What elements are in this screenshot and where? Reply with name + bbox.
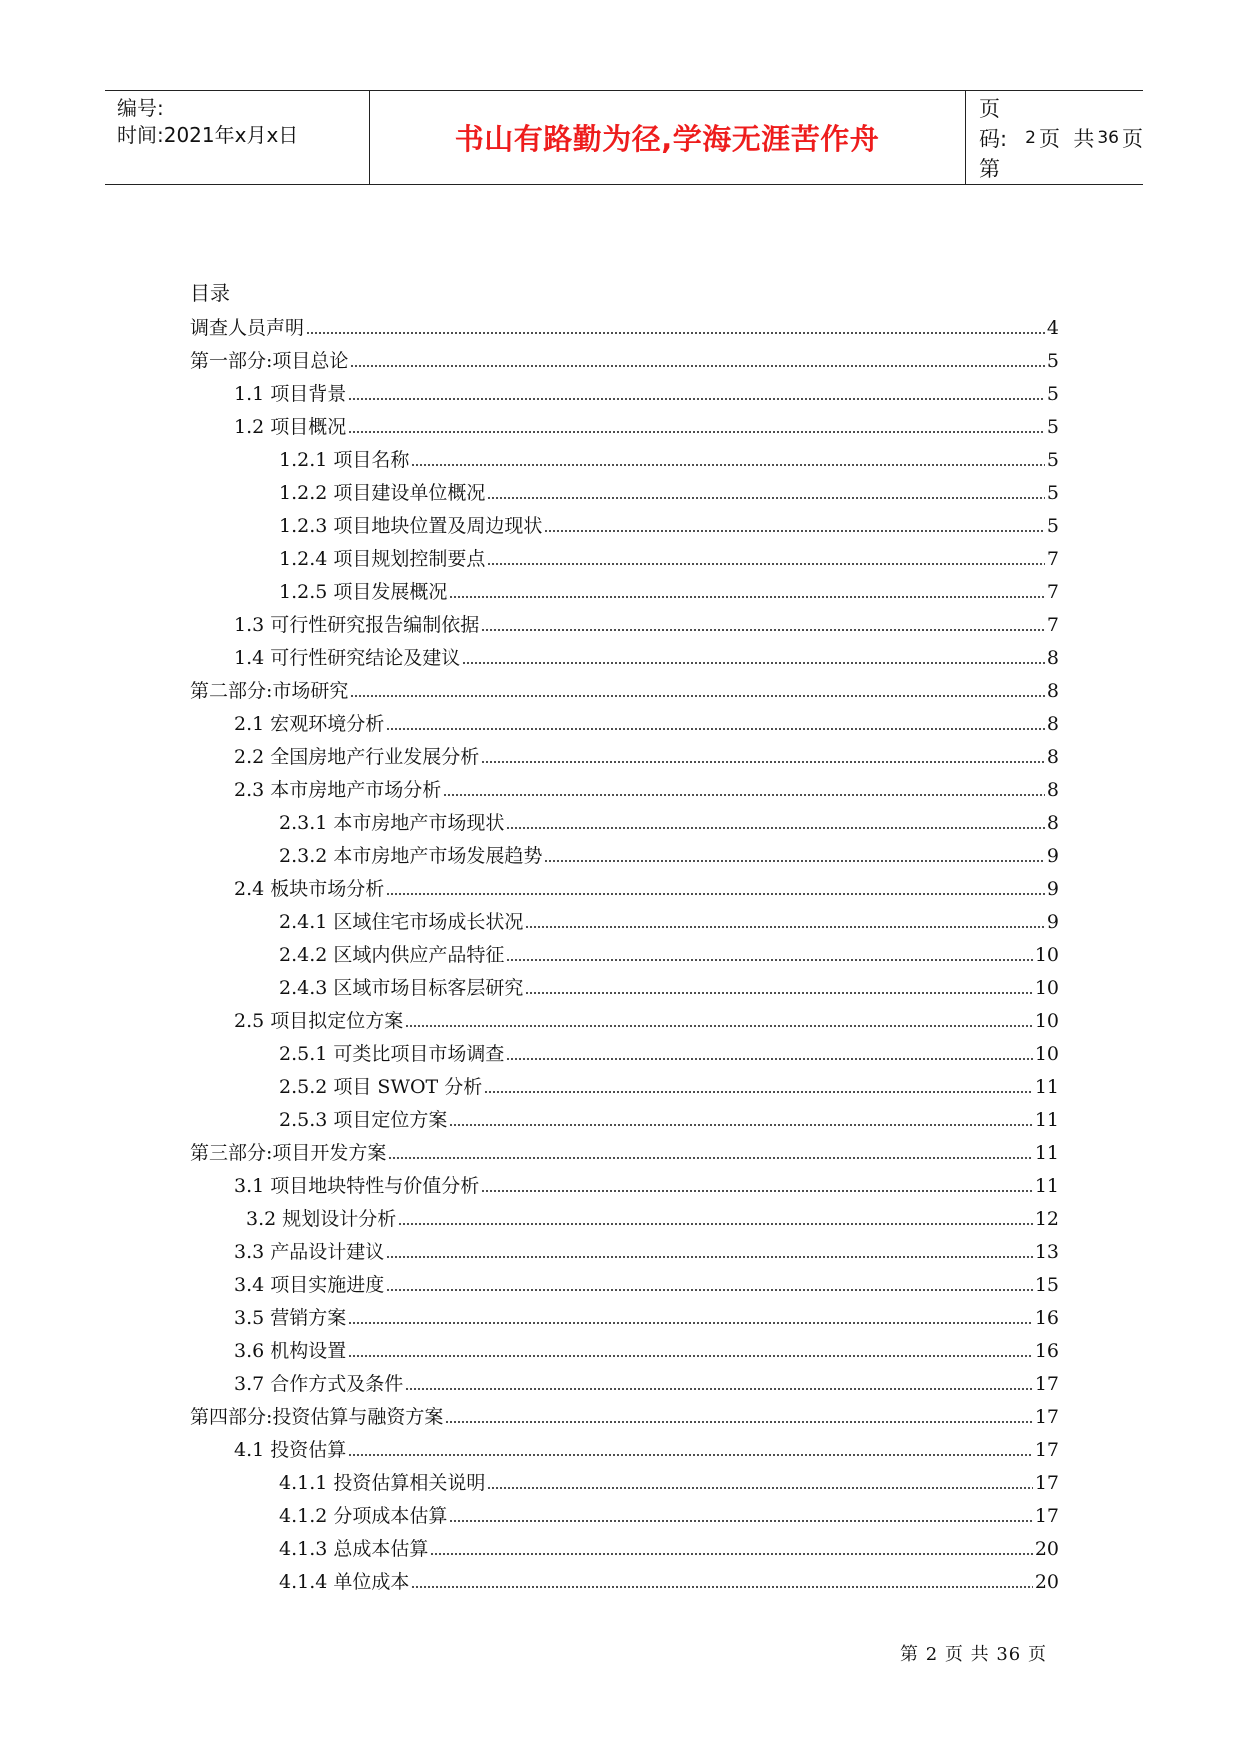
toc-entry-title: 2.4.2 区域内供应产品特征 (279, 944, 505, 966)
header-page-info (965, 91, 1143, 184)
toc-entry-title: 1.2.4 项目规划控制要点 (279, 548, 486, 570)
toc-entry[interactable] (190, 707, 1059, 740)
toc-entry[interactable] (190, 377, 1059, 410)
document-number-label: 编号: (117, 96, 164, 120)
toc-dot-leader (350, 363, 1045, 369)
toc-entry-page: 8 (1046, 713, 1059, 735)
toc-entry[interactable] (190, 1499, 1059, 1532)
toc-dot-leader (405, 1023, 1033, 1029)
toc-dot-leader (348, 1452, 1033, 1458)
toc-entry[interactable] (190, 608, 1059, 641)
toc-entry[interactable] (190, 410, 1059, 443)
toc-entry-page: 12 (1034, 1208, 1059, 1230)
toc-entry[interactable] (190, 1367, 1059, 1400)
toc-dot-leader (348, 396, 1045, 402)
toc-entry-title: 2.4.3 区域市场目标客层研究 (279, 977, 524, 999)
toc-entry-title: 1.2.3 项目地块位置及周边现状 (279, 515, 543, 537)
toc-entry-page: 5 (1046, 515, 1059, 537)
toc-entry-page: 20 (1034, 1538, 1059, 1560)
page-header (105, 90, 1143, 185)
toc-entry-title: 2.3.1 本市房地产市场现状 (279, 812, 505, 834)
toc-dot-leader (506, 957, 1032, 963)
toc-entry-page: 13 (1034, 1241, 1059, 1263)
toc-entry-title: 3.1 项目地块特性与价值分析 (234, 1175, 480, 1197)
toc-entry[interactable] (190, 311, 1059, 344)
toc-entry-page: 10 (1034, 944, 1059, 966)
toc-entry-page: 16 (1034, 1340, 1059, 1362)
toc-entry[interactable] (190, 839, 1059, 872)
toc-dot-leader (525, 990, 1032, 996)
toc-dot-leader (449, 1518, 1032, 1524)
toc-entry[interactable] (190, 806, 1059, 839)
toc-entry[interactable] (190, 476, 1059, 509)
toc-entry-page: 9 (1046, 878, 1059, 900)
toc-entry-title: 4.1.4 单位成本 (279, 1571, 410, 1593)
toc-entry-title: 1.1 项目背景 (234, 383, 347, 405)
toc-entry-title: 2.1 宏观环境分析 (234, 713, 385, 735)
toc-entry[interactable] (190, 773, 1059, 806)
toc-entry[interactable] (190, 905, 1059, 938)
toc-entry-page: 17 (1034, 1472, 1059, 1494)
toc-entry-title: 1.2.5 项目发展概况 (279, 581, 448, 603)
page-mid: 页 共 (1039, 126, 1095, 151)
page-total: 36 (1097, 127, 1119, 148)
page-current: 2 (1025, 127, 1036, 148)
toc-entry-title: 3.6 机构设置 (234, 1340, 347, 1362)
toc-entry[interactable] (190, 971, 1059, 1004)
toc-entry-page: 17 (1034, 1505, 1059, 1527)
toc-entry-page: 9 (1046, 911, 1059, 933)
toc-dot-leader (388, 1155, 1032, 1161)
header-motto: 书山有路勤为径,学海无涯苦作舟 (454, 122, 880, 156)
toc-entry-title: 2.2 全国房地产行业发展分析 (234, 746, 480, 768)
toc-entry-page: 10 (1034, 1043, 1059, 1065)
toc-entry-page: 17 (1034, 1373, 1059, 1395)
toc-entry-title: 1.2.2 项目建设单位概况 (279, 482, 486, 504)
toc-entry-title: 4.1.1 投资估算相关说明 (279, 1472, 486, 1494)
toc-dot-leader (481, 1188, 1033, 1194)
toc-dot-leader (525, 924, 1045, 930)
toc-entry[interactable] (190, 1565, 1059, 1598)
toc-entry-page: 11 (1034, 1175, 1059, 1197)
toc-entry[interactable] (190, 740, 1059, 773)
toc-entry-title: 2.5 项目拟定位方案 (234, 1010, 404, 1032)
toc-entry[interactable] (190, 575, 1059, 608)
toc-entry[interactable] (190, 1268, 1059, 1301)
toc-entry-page: 8 (1046, 812, 1059, 834)
toc-dot-leader (449, 1122, 1032, 1128)
toc-entry-title: 第四部分:投资估算与融资方案 (190, 1406, 444, 1428)
toc-dot-leader (386, 1254, 1033, 1260)
toc-entry-page: 11 (1034, 1142, 1059, 1164)
toc-entry-title: 2.4 板块市场分析 (234, 878, 385, 900)
toc-entry-page: 5 (1046, 482, 1059, 504)
toc-dot-leader (462, 660, 1045, 666)
toc-entry-page: 7 (1046, 581, 1059, 603)
toc-dot-leader (386, 891, 1045, 897)
page-suffix: 页 (1122, 126, 1143, 151)
table-of-contents (190, 278, 1059, 1598)
toc-dot-leader (544, 858, 1045, 864)
toc-entry[interactable] (190, 542, 1059, 575)
toc-entry[interactable] (190, 1433, 1059, 1466)
toc-entry-page: 17 (1034, 1406, 1059, 1428)
toc-entry-title: 3.4 项目实施进度 (234, 1274, 385, 1296)
toc-entry-title: 3.3 产品设计建议 (234, 1241, 385, 1263)
toc-dot-leader (481, 627, 1045, 633)
toc-entry-page: 15 (1034, 1274, 1059, 1296)
toc-entry[interactable] (190, 1400, 1059, 1433)
toc-entry[interactable] (190, 1202, 1059, 1235)
toc-entry-title: 第二部分:市场研究 (190, 680, 349, 702)
toc-entry-title: 1.2 项目概况 (234, 416, 347, 438)
toc-dot-leader (348, 1320, 1033, 1326)
toc-entry-title: 4.1.3 总成本估算 (279, 1538, 429, 1560)
toc-entry[interactable] (190, 1235, 1059, 1268)
toc-entry-title: 2.3 本市房地产市场分析 (234, 779, 442, 801)
header-meta (117, 95, 298, 149)
toc-dot-leader (350, 693, 1045, 699)
toc-entry-page: 11 (1034, 1109, 1059, 1131)
toc-entry-title: 3.7 合作方式及条件 (234, 1373, 404, 1395)
toc-entry-title: 1.4 可行性研究结论及建议 (234, 647, 461, 669)
toc-entry-page: 20 (1034, 1571, 1059, 1593)
toc-entry[interactable] (190, 1103, 1059, 1136)
toc-entry-title: 2.4.1 区域住宅市场成长状况 (279, 911, 524, 933)
toc-dot-leader (386, 1287, 1033, 1293)
toc-entry-title: 1.3 可行性研究报告编制依据 (234, 614, 480, 636)
toc-dot-leader (487, 1485, 1032, 1491)
toc-dot-leader (405, 1386, 1033, 1392)
toc-entry-page: 10 (1034, 977, 1059, 999)
toc-entry-title: 2.5.3 项目定位方案 (279, 1109, 448, 1131)
toc-dot-leader (411, 1584, 1032, 1590)
toc-entry[interactable] (190, 641, 1059, 674)
toc-dot-leader (398, 1221, 1033, 1227)
toc-entry-page: 4 (1046, 317, 1059, 339)
toc-entry-page: 17 (1034, 1439, 1059, 1461)
toc-entry-page: 5 (1046, 449, 1059, 471)
toc-entry-page: 11 (1034, 1076, 1059, 1098)
toc-entry[interactable] (190, 509, 1059, 542)
toc-entry[interactable] (190, 443, 1059, 476)
toc-entry-page: 10 (1034, 1010, 1059, 1032)
toc-dot-leader (484, 1089, 1033, 1095)
toc-dot-leader (487, 495, 1045, 501)
toc-entry-page: 8 (1046, 779, 1059, 801)
toc-entry[interactable] (190, 1037, 1059, 1070)
toc-entry-page: 7 (1046, 548, 1059, 570)
toc-dot-leader (386, 726, 1045, 732)
toc-dot-leader (306, 330, 1045, 336)
toc-dot-leader (544, 528, 1045, 534)
toc-entry-page: 9 (1046, 845, 1059, 867)
toc-entry[interactable] (190, 1301, 1059, 1334)
toc-dot-leader (348, 429, 1045, 435)
toc-entry-title: 3.5 营销方案 (234, 1307, 347, 1329)
toc-entry-page: 8 (1046, 680, 1059, 702)
toc-entry[interactable] (190, 1136, 1059, 1169)
toc-entry-title: 3.2 规划设计分析 (246, 1208, 397, 1230)
toc-entry-title: 2.5.2 项目 SWOT 分析 (279, 1076, 483, 1098)
toc-entry-page: 5 (1046, 350, 1059, 372)
header-divider (369, 91, 370, 184)
toc-entry-page: 7 (1046, 614, 1059, 636)
toc-entry-page: 8 (1046, 647, 1059, 669)
toc-entry-title: 2.5.1 可类比项目市场调查 (279, 1043, 505, 1065)
toc-dot-leader (411, 462, 1045, 468)
toc-dot-leader (443, 792, 1045, 798)
toc-entry-page: 16 (1034, 1307, 1059, 1329)
toc-dot-leader (449, 594, 1045, 600)
toc-entry-title: 第一部分:项目总论 (190, 350, 349, 372)
toc-entry[interactable] (190, 1466, 1059, 1499)
document-time-label: 时间:2021年x月x日 (117, 123, 299, 147)
toc-entry[interactable] (190, 674, 1059, 707)
toc-entry[interactable] (190, 344, 1059, 377)
toc-dot-leader (506, 825, 1045, 831)
toc-entry[interactable] (190, 1334, 1059, 1367)
toc-entry-page: 5 (1046, 416, 1059, 438)
page-footer: 第 2 页 共 36 页 (900, 1644, 1047, 1665)
toc-dot-leader (445, 1419, 1032, 1425)
toc-title: 目录 (190, 281, 230, 305)
toc-entry[interactable] (190, 1004, 1059, 1037)
toc-entry-title: 调查人员声明 (190, 317, 305, 339)
page-prefix: 页码:第 (979, 96, 1008, 181)
toc-entry[interactable] (190, 1070, 1059, 1103)
toc-entry[interactable] (190, 1532, 1059, 1565)
toc-dot-leader (348, 1353, 1033, 1359)
toc-entry-page: 8 (1046, 746, 1059, 768)
toc-entry-page: 5 (1046, 383, 1059, 405)
toc-entry[interactable] (190, 872, 1059, 905)
toc-dot-leader (506, 1056, 1032, 1062)
toc-list (190, 311, 1059, 1598)
toc-entry[interactable] (190, 1169, 1059, 1202)
toc-entry-title: 2.3.2 本市房地产市场发展趋势 (279, 845, 543, 867)
toc-dot-leader (487, 561, 1045, 567)
toc-entry[interactable] (190, 938, 1059, 971)
toc-dot-leader (430, 1551, 1032, 1557)
toc-entry-title: 第三部分:项目开发方案 (190, 1142, 387, 1164)
toc-dot-leader (481, 759, 1045, 765)
toc-entry-title: 1.2.1 项目名称 (279, 449, 410, 471)
toc-entry-title: 4.1 投资估算 (234, 1439, 347, 1461)
toc-entry-title: 4.1.2 分项成本估算 (279, 1505, 448, 1527)
